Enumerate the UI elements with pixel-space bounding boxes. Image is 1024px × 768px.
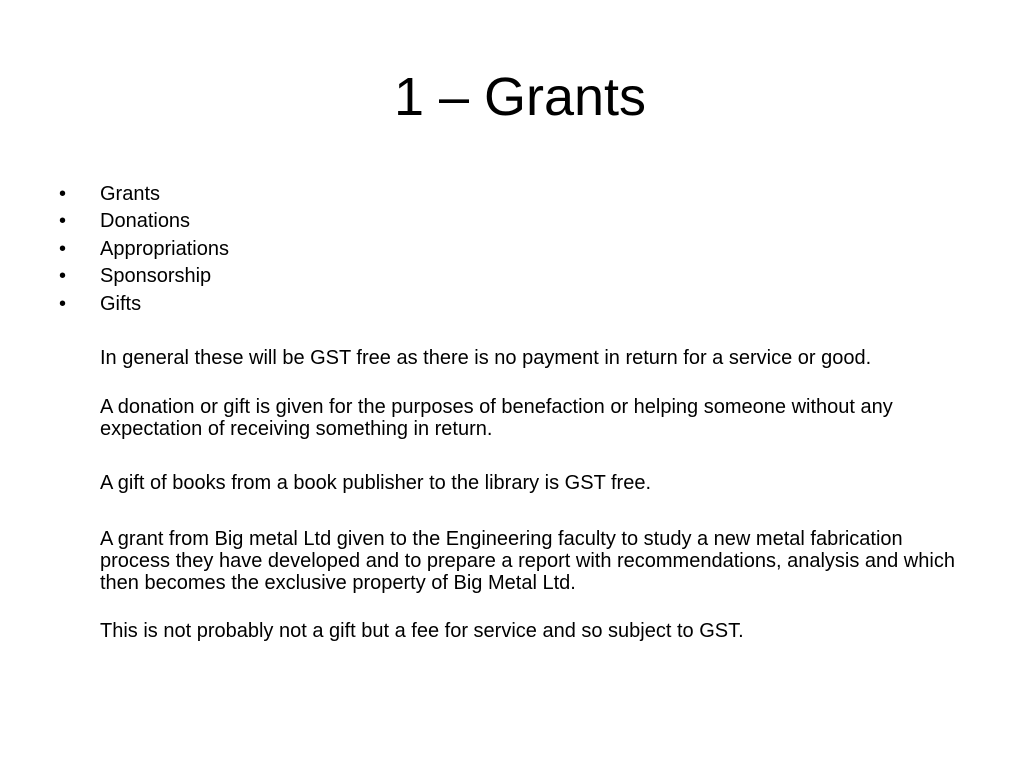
paragraph-book-gift-example: A gift of books from a book publisher to the library is GST free.: [100, 472, 652, 494]
bullet-text: Donations: [100, 210, 191, 233]
bullet-text: Grants: [100, 183, 161, 205]
bullet-text: Gifts: [100, 292, 142, 315]
bullet-item: [0, 181, 229, 208]
paragraph-fee-for-service: This is not probably not a gift but a fee for service and so subject to GST.: [100, 620, 744, 642]
bullet-item: [0, 291, 229, 318]
bullet-item: [0, 236, 229, 263]
bullet-item: [0, 208, 229, 235]
paragraph-grant-example: A grant from Big metal Ltd given to the Engineering faculty to study a new metal fabrication process they have developed and to prepare a report with recommendations, analysis and which then becomes the exclusive property of Big Metal Ltd.: [100, 528, 955, 594]
bullet-dot: •: [59, 237, 67, 260]
bullet-dot: •: [59, 183, 67, 205]
slide-title: 1 – Grants: [393, 67, 647, 127]
paragraph-gst-free: In general these will be GST free as there is no payment in return for a service or good.: [100, 347, 872, 369]
bullet-text: Sponsorship: [100, 265, 212, 288]
bullet-dot: •: [59, 210, 67, 233]
bullet-list: [0, 181, 229, 318]
bullet-dot: •: [59, 265, 67, 288]
bullet-text: Appropriations: [100, 237, 229, 260]
bullet-dot: •: [59, 292, 67, 315]
bullet-item: [0, 263, 229, 290]
paragraph-donation-definition: A donation or gift is given for the purposes of benefaction or helping someone without any expectation of receiving something in return.: [100, 396, 893, 440]
